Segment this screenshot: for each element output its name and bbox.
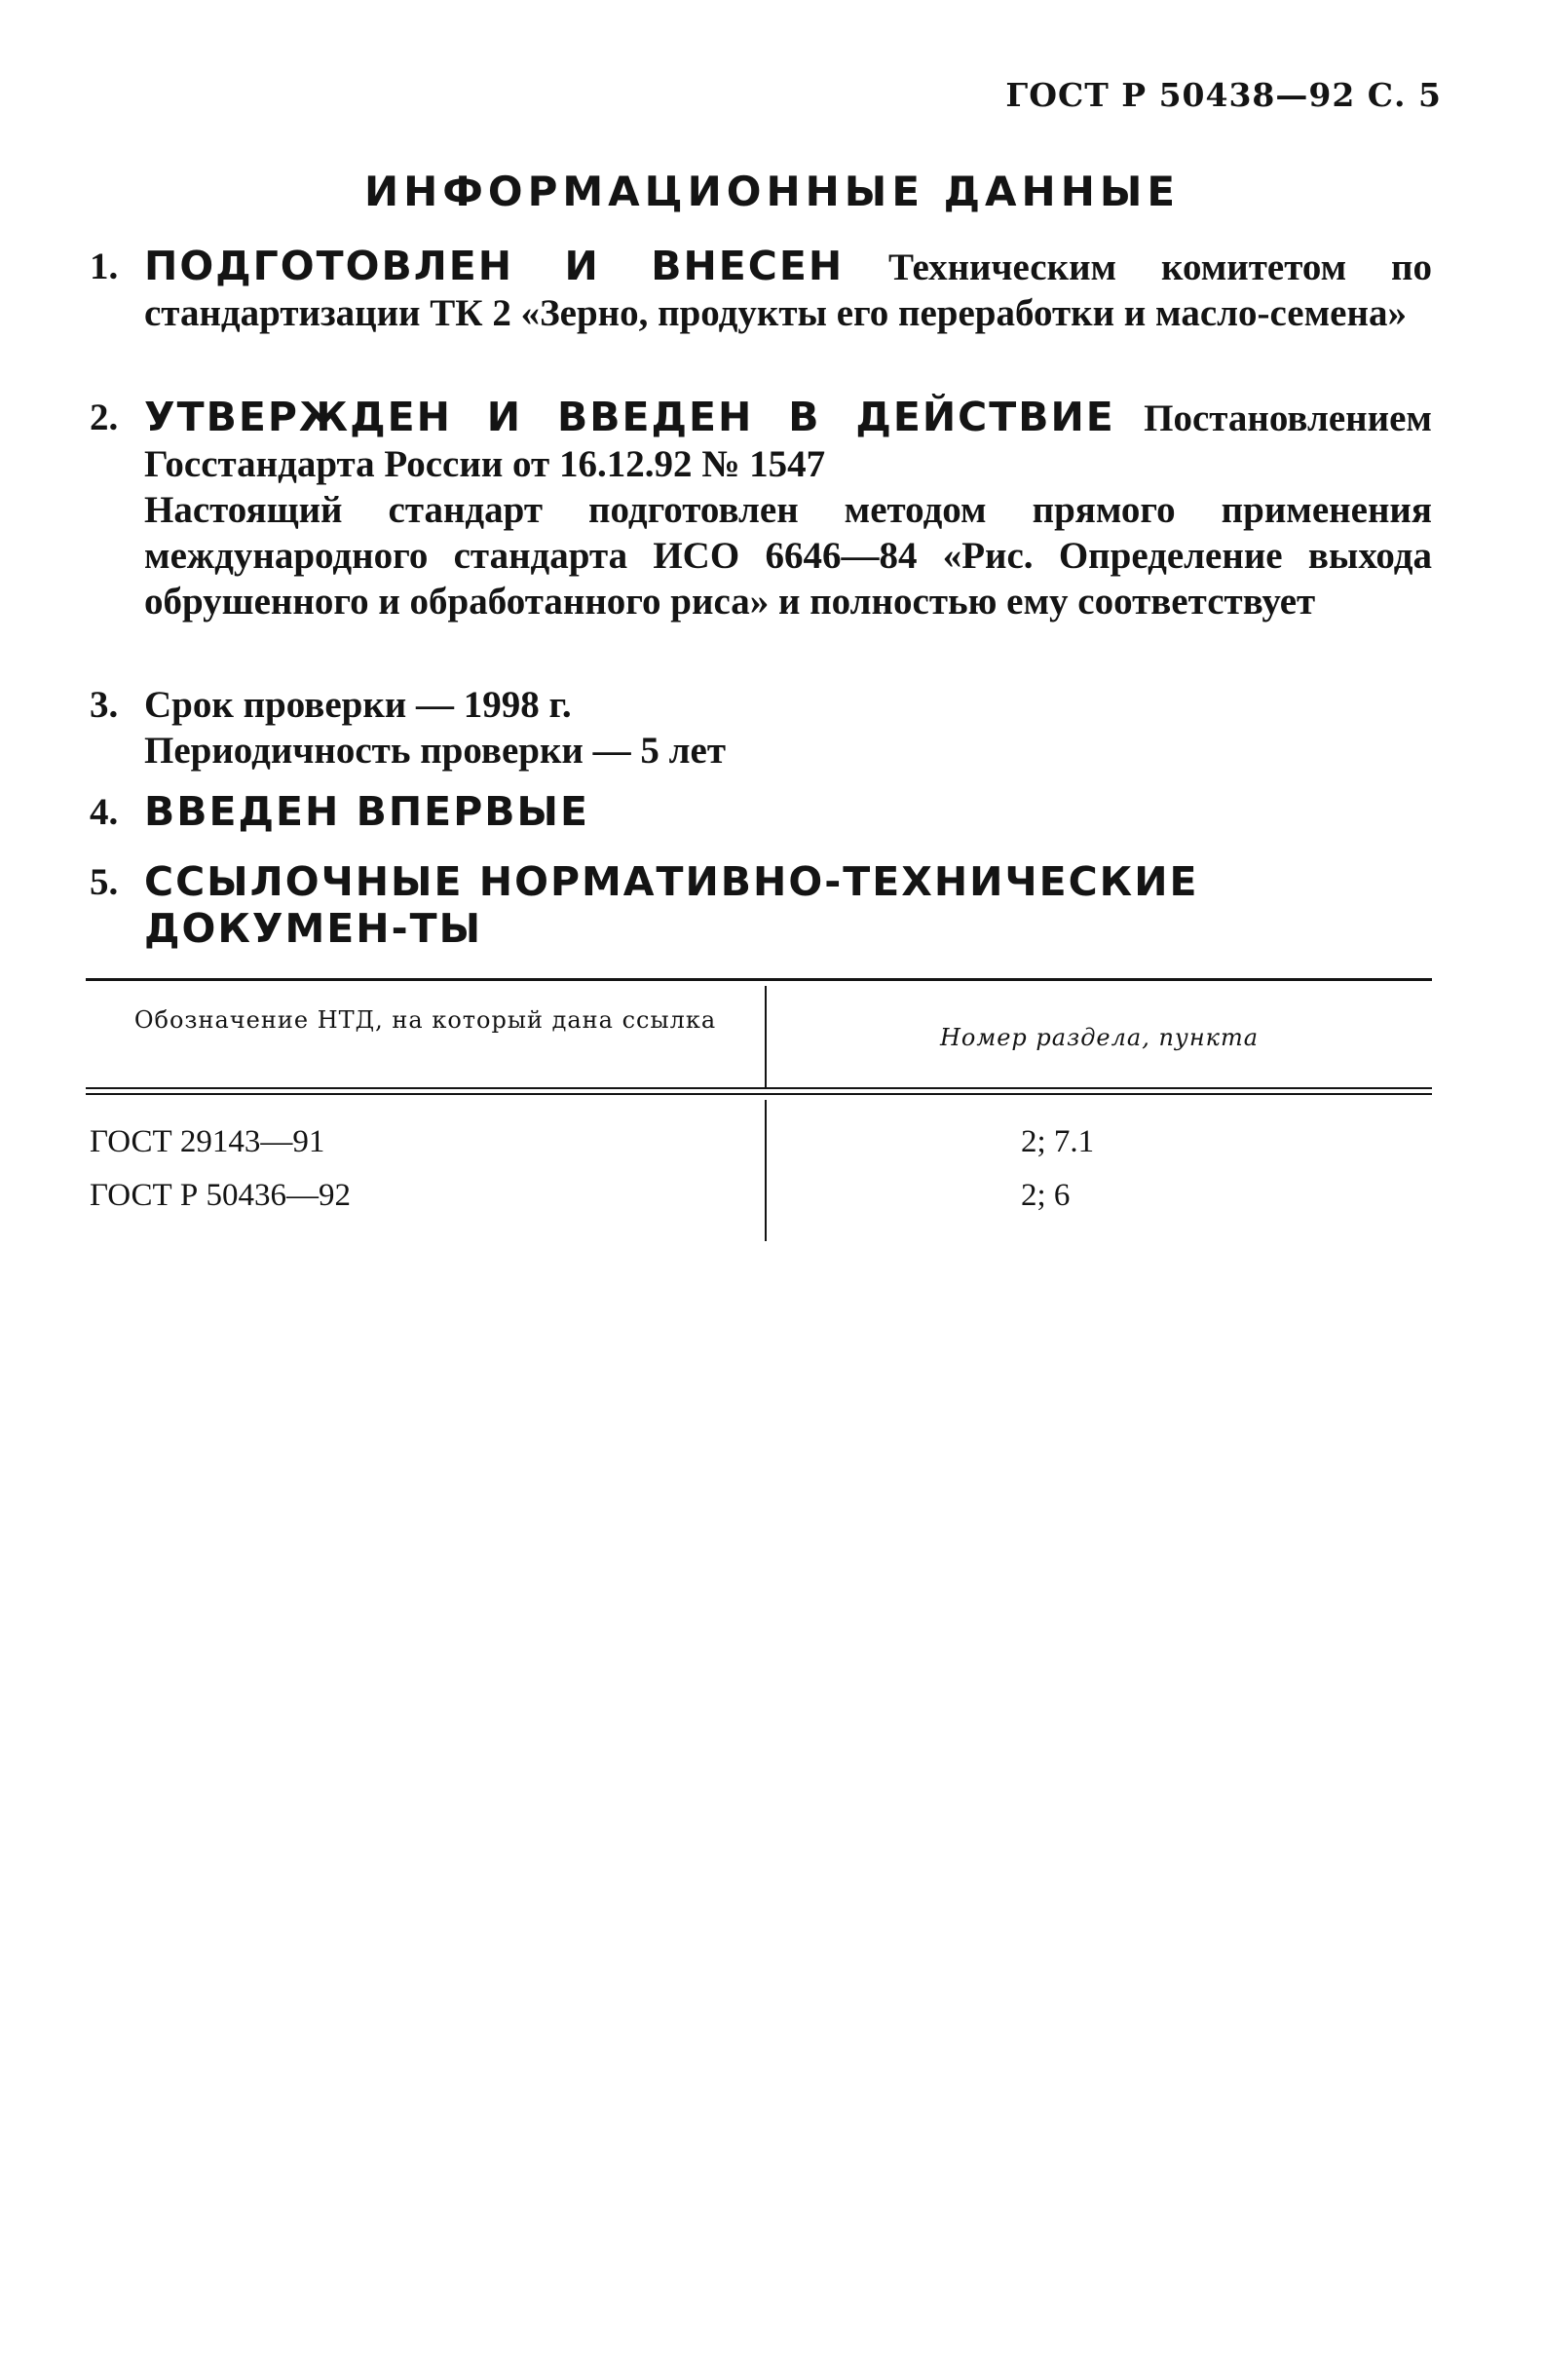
item-text: Постановлением Госстандарта России от 16.12.92 № 1547 bbox=[144, 397, 1432, 485]
info-item-1 bbox=[90, 244, 1432, 336]
header-rule-upper bbox=[86, 1087, 1432, 1089]
table-header-designation: Обозначение НТД, на который дана ссылка bbox=[133, 1006, 717, 1034]
table-cell-section: 2; 7.1 bbox=[1021, 1124, 1095, 1159]
table-cell-designation: ГОСТ 29143—91 bbox=[90, 1124, 325, 1159]
item-number: 3. bbox=[90, 684, 119, 726]
item-note: Настоящий стандарт подготовлен методом прямого применения международного стандарта ИСО 6646—84 «Рис. Определение выхода обрушенного и обработанного риса» и полностью ему соответствует bbox=[144, 489, 1432, 623]
item-number: 4. bbox=[90, 791, 119, 833]
page-header: ГОСТ Р 50438—92 С. 5 bbox=[1005, 76, 1442, 114]
info-item-3 bbox=[90, 682, 1432, 774]
body-column-divider bbox=[765, 1100, 767, 1241]
item-text: Техническим комитетом по стандартизации ТК 2 «Зерно, продукты его переработки и масло-семена» bbox=[144, 246, 1432, 334]
table-top-rule bbox=[86, 978, 1432, 981]
item-heading: ВВЕДЕН ВПЕРВЫЕ bbox=[144, 788, 589, 835]
item-number: 5. bbox=[90, 861, 119, 903]
item-text-line: Периодичность проверки — 5 лет bbox=[144, 730, 726, 772]
table-cell-designation: ГОСТ Р 50436—92 bbox=[90, 1178, 352, 1213]
item-number: 1. bbox=[90, 246, 119, 287]
document-title: ИНФОРМАЦИОННЫЕ ДАННЫЕ bbox=[363, 168, 1181, 215]
item-heading: УТВЕРЖДЕН И ВВЕДЕН В ДЕЙСТВИЕ bbox=[144, 394, 1115, 440]
info-item-2 bbox=[90, 395, 1432, 624]
table-cell-section: 2; 6 bbox=[1021, 1178, 1071, 1213]
info-item-4 bbox=[90, 789, 1432, 836]
info-item-5 bbox=[90, 859, 1432, 953]
item-heading: ПОДГОТОВЛЕН И ВНЕСЕН bbox=[144, 243, 845, 289]
item-text-line: Срок проверки — 1998 г. bbox=[144, 684, 572, 726]
header-rule-lower bbox=[86, 1093, 1432, 1095]
item-number: 2. bbox=[90, 397, 119, 438]
table-header-section: Номер раздела, пункта bbox=[939, 1024, 1260, 1051]
item-heading: ССЫЛОЧНЫЕ НОРМАТИВНО-ТЕХНИЧЕСКИЕ ДОКУМЕН-ТЫ bbox=[144, 858, 1199, 952]
